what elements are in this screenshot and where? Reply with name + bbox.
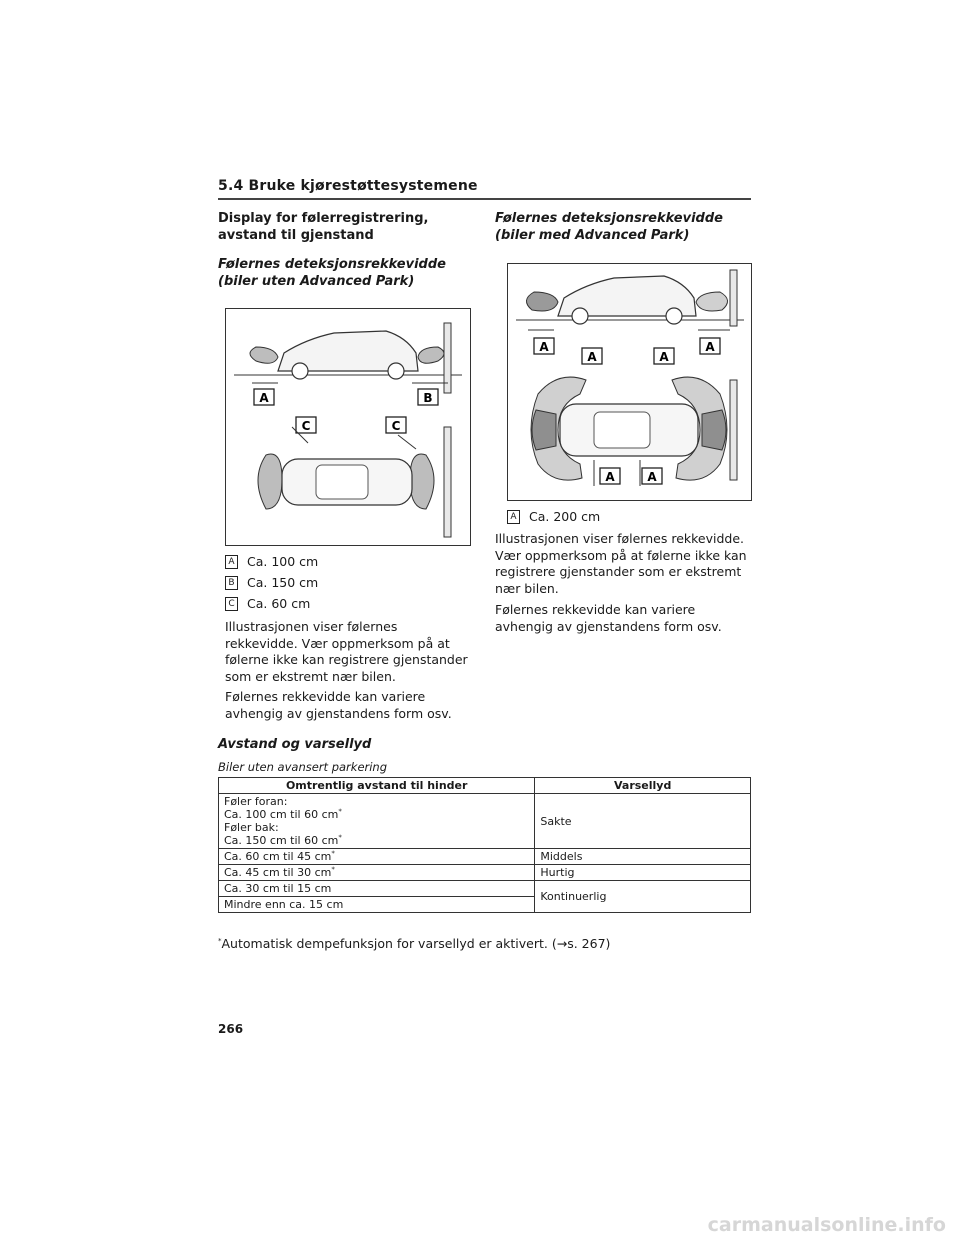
- legend-item-a-advanced: [507, 509, 600, 525]
- sensor-range-illustration-advanced: [508, 264, 751, 500]
- right-subheading: Følernes deteksjonsrekkevidde (biler med Advanced Park): [495, 211, 723, 243]
- right-paragraph-2: Følernes rekkevidde kan variere avhengig av gjenstandens form osv.: [495, 602, 722, 634]
- distance-cell: Ca. 60 cm til 45 cm*: [219, 849, 535, 865]
- figure-label-a2: A: [587, 350, 597, 364]
- legend-item-b: [225, 575, 318, 591]
- figure-label-a4: A: [705, 340, 715, 354]
- table-row: [219, 794, 751, 849]
- page-heading: Display for følerregistrering, avstand til gjenstand: [218, 211, 429, 243]
- sound-cell: Kontinuerlig: [535, 881, 751, 913]
- column-header-distance: Omtrentlig avstand til hinder: [219, 778, 535, 794]
- legend-badge-a: A: [225, 555, 238, 569]
- left-subheading: Følernes deteksjonsrekkevidde (biler uten Advanced Park): [218, 257, 446, 289]
- legend-text-a: Ca. 100 cm: [247, 554, 319, 569]
- section-divider: [218, 198, 751, 200]
- figure-label-b: B: [423, 391, 433, 405]
- sound-cell: Hurtig: [535, 865, 751, 881]
- watermark: carmanualsonline.info: [707, 1214, 946, 1236]
- figure-label-a6: A: [647, 470, 657, 484]
- sensor-range-figure-advanced: [507, 263, 752, 501]
- legend-text-b: Ca. 150 cm: [247, 575, 319, 590]
- distance-cell: Ca. 45 cm til 30 cm*: [219, 865, 535, 881]
- table-row: [219, 865, 751, 881]
- page-number: 266: [218, 1022, 244, 1036]
- legend-text-a-advanced: Ca. 200 cm: [529, 509, 601, 524]
- left-paragraph-1: Illustrasjonen viser følernes rekkevidde. Vær oppmerksom på at følerne ikke kan registrere gjenstander som er ekstremt nær bilen.: [225, 619, 468, 684]
- table-row: [219, 881, 751, 897]
- right-paragraph-1: Illustrasjonen viser følernes rekkevidde. Vær oppmerksom på at følerne ikke kan registrere gjenstander som er ekstremt nær bilen.: [495, 531, 747, 596]
- figure-label-a5: A: [605, 470, 615, 484]
- section-title: 5.4 Bruke kjørestøttesystemene: [218, 178, 478, 194]
- figure-label-a: A: [259, 391, 269, 405]
- table-row: [219, 849, 751, 865]
- legend-badge-c: C: [225, 597, 238, 611]
- figure-label-c2: C: [391, 419, 401, 433]
- legend-text-c: Ca. 60 cm: [247, 596, 311, 611]
- sensor-range-illustration-basic: [226, 309, 470, 545]
- distance-cell: Ca. 30 cm til 15 cm: [219, 881, 535, 897]
- sound-cell: Middels: [535, 849, 751, 865]
- sensor-range-figure-basic: [225, 308, 471, 546]
- warning-subheading: Avstand og varsellyd: [218, 737, 372, 752]
- table-caption: Biler uten avansert parkering: [218, 760, 388, 774]
- warning-sound-table: [218, 777, 751, 913]
- footnote-text: Automatisk dempefunksjon for varsellyd er aktivert. (→s. 267): [221, 936, 611, 951]
- distance-cell: [219, 794, 535, 849]
- table-header-row: [219, 778, 751, 794]
- distance-cell: Mindre enn ca. 15 cm: [219, 897, 535, 913]
- column-header-sound: Varsellyd: [535, 778, 751, 794]
- legend-item-a: [225, 554, 318, 570]
- legend-badge-a-advanced: A: [507, 510, 520, 524]
- distance-line: Føler bak:: [224, 821, 279, 834]
- footnote: [218, 936, 758, 953]
- legend-item-c: [225, 596, 310, 612]
- figure-label-c1: C: [301, 419, 311, 433]
- distance-line: Ca. 150 cm til 60 cm*: [224, 833, 342, 847]
- figure-label-a1: A: [539, 340, 549, 354]
- distance-line: Føler foran:: [224, 795, 288, 808]
- sound-cell: Sakte: [535, 794, 751, 849]
- footnote-mark: *: [218, 936, 222, 945]
- figure-label-a3: A: [659, 350, 669, 364]
- left-paragraph-2: Følernes rekkevidde kan variere avhengig av gjenstandens form osv.: [225, 689, 452, 721]
- legend-badge-b: B: [225, 576, 238, 590]
- distance-line: Ca. 100 cm til 60 cm*: [224, 807, 342, 821]
